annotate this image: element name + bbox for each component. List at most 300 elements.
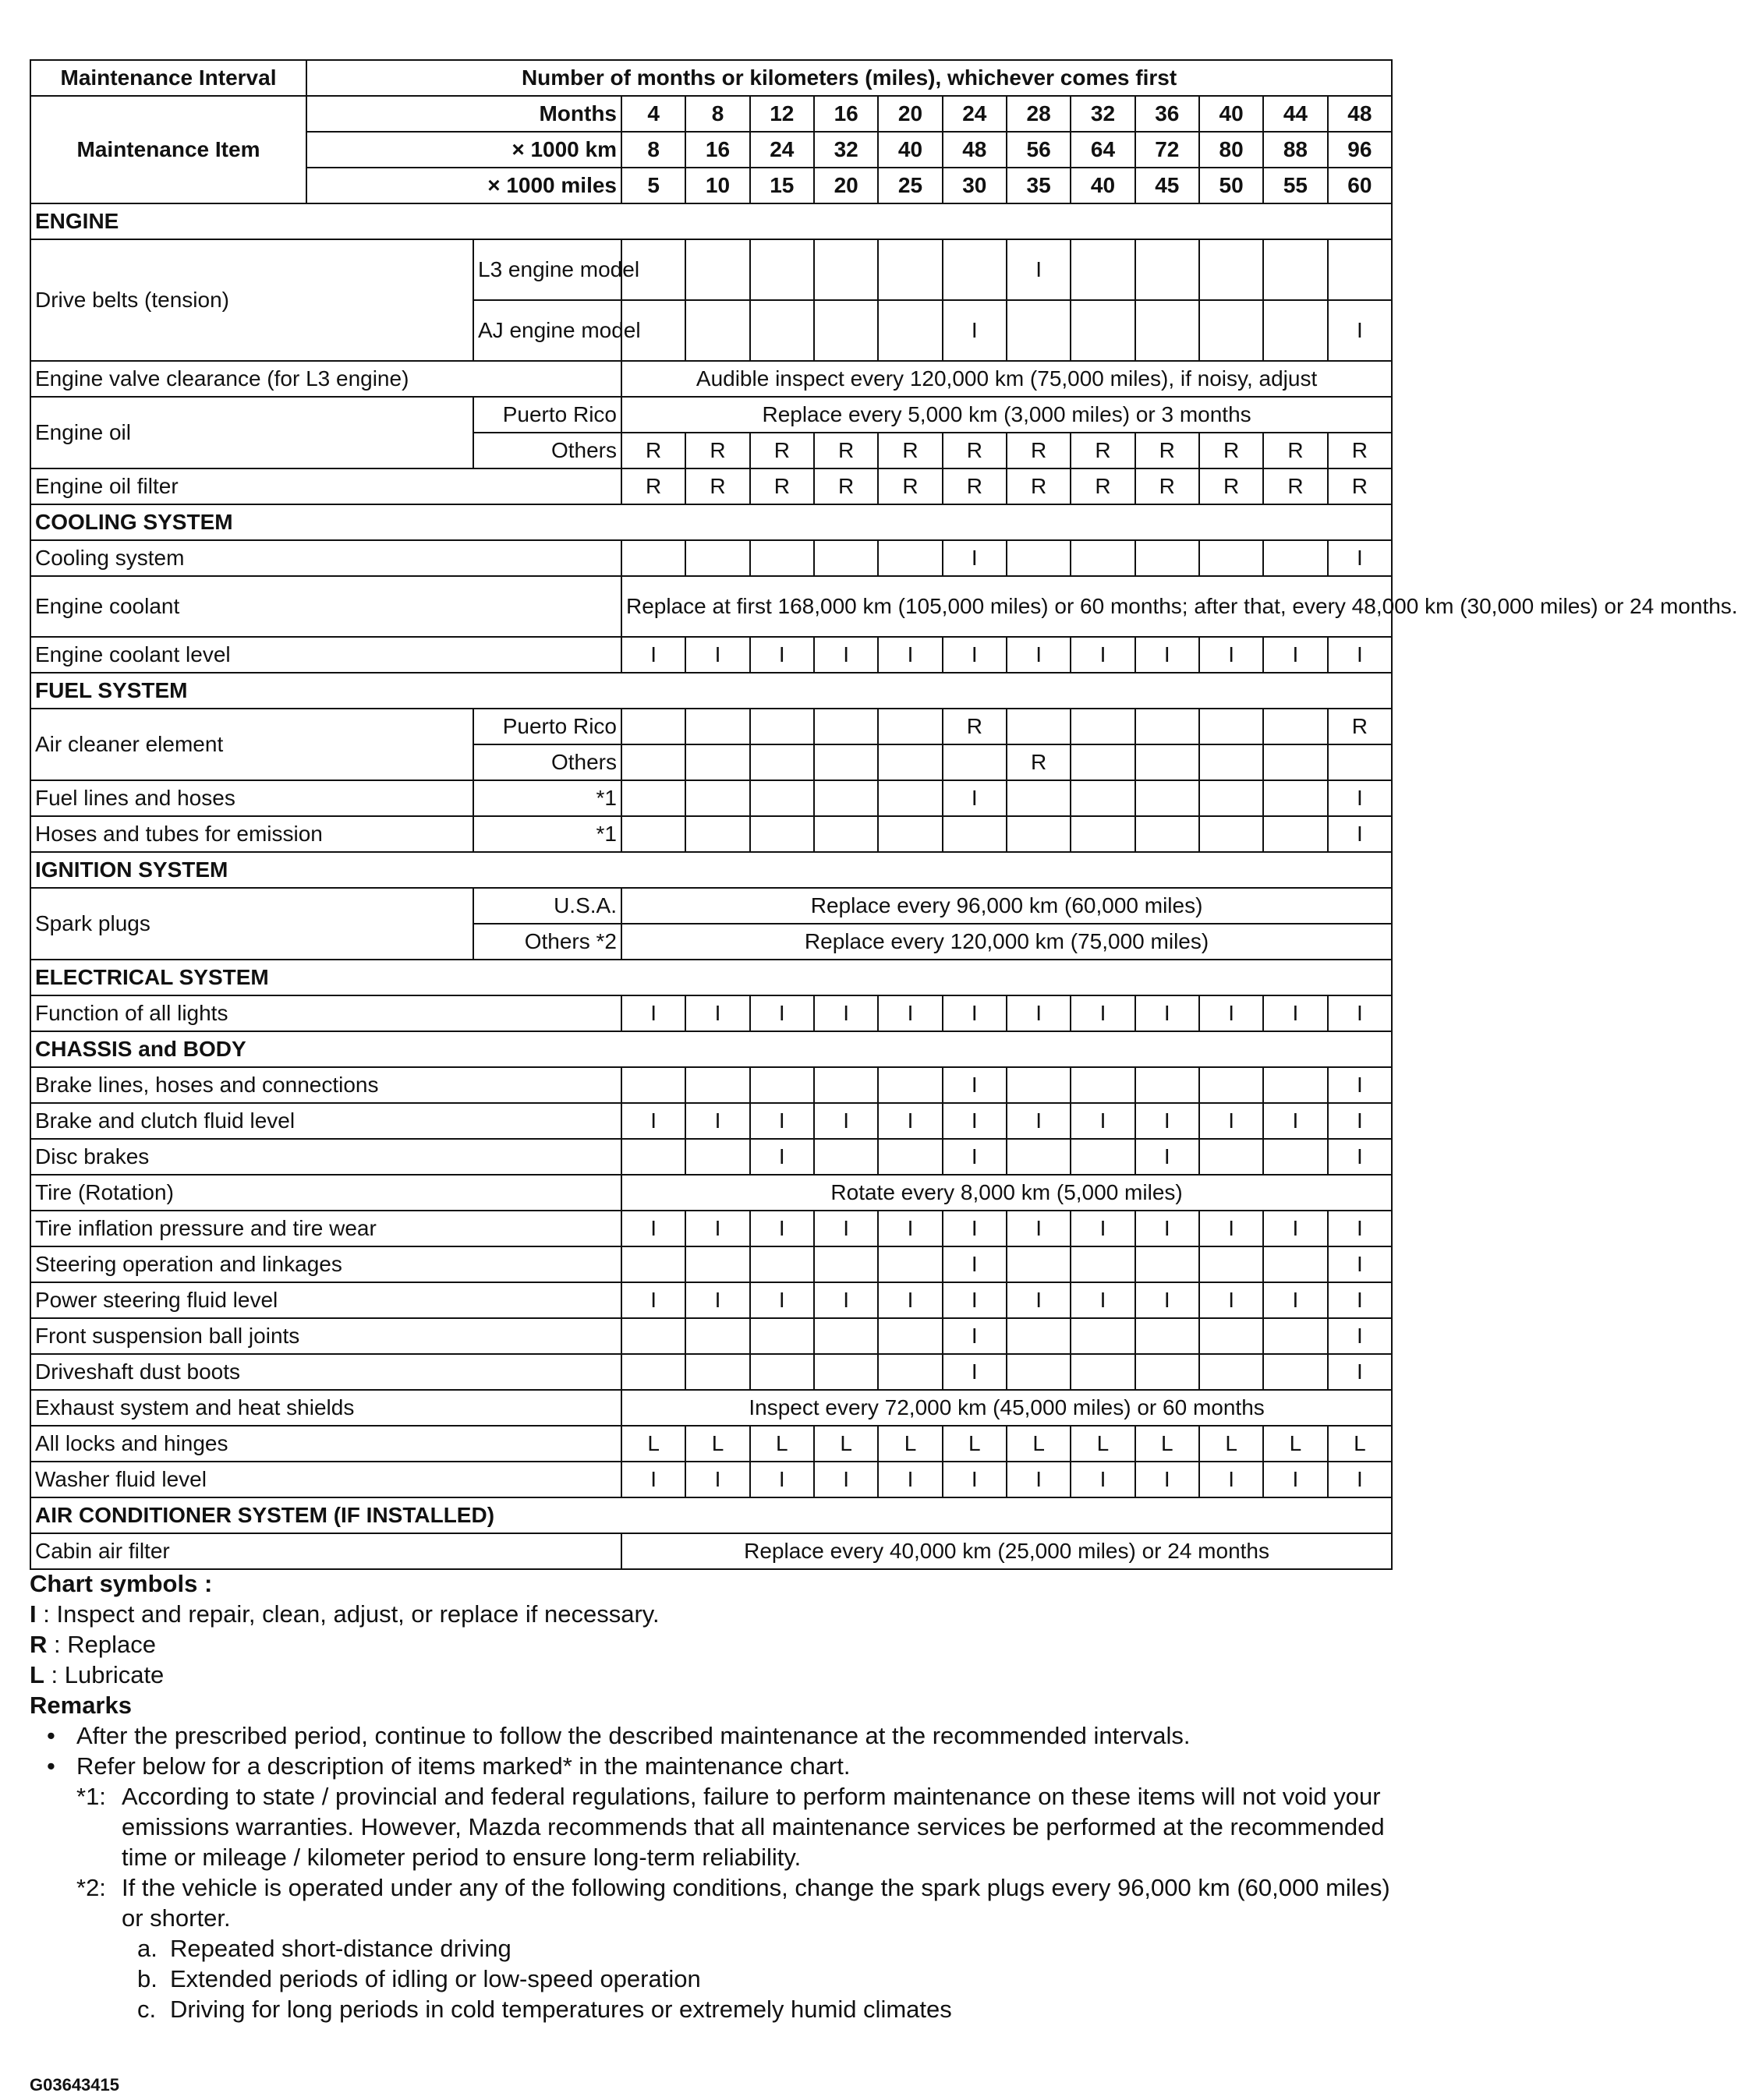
- interval-note: Inspect every 72,000 km (45,000 miles) or 60 months: [621, 1390, 1392, 1426]
- section-title: FUEL SYSTEM: [30, 673, 1392, 709]
- schedule-mark: [1007, 1246, 1071, 1282]
- legend-item-inspect: [30, 1599, 1402, 1629]
- interval-note: Replace every 5,000 km (3,000 miles) or 3 months: [621, 397, 1392, 433]
- schedule-mark: R: [1007, 433, 1071, 468]
- schedule-mark: R: [1199, 433, 1263, 468]
- schedule-mark: [1071, 1354, 1134, 1390]
- interval-value: 10: [685, 168, 749, 203]
- schedule-mark: [621, 1354, 685, 1390]
- schedule-mark: I: [750, 1462, 814, 1497]
- schedule-mark: [943, 239, 1007, 300]
- condition-text: Repeated short-distance driving: [170, 1935, 511, 1962]
- schedule-mark: I: [1328, 816, 1393, 852]
- table-row: [30, 888, 1392, 924]
- interval-note: Rotate every 8,000 km (5,000 miles): [621, 1175, 1392, 1211]
- interval-value: 30: [943, 168, 1007, 203]
- legend-item-replace: [30, 1629, 1402, 1660]
- table-row: [30, 637, 1392, 673]
- schedule-mark: I: [1328, 1246, 1393, 1282]
- maintenance-item: Washer fluid level: [30, 1462, 621, 1497]
- schedule-mark: I: [685, 1211, 749, 1246]
- table-row: [30, 1246, 1392, 1282]
- bullet-icon: •: [47, 1752, 55, 1780]
- schedule-mark: I: [621, 1211, 685, 1246]
- schedule-mark: [1199, 1246, 1263, 1282]
- condition-label: Puerto Rico: [473, 397, 621, 433]
- schedule-mark: R: [1263, 468, 1327, 504]
- schedule-mark: I: [878, 995, 942, 1031]
- schedule-mark: [1135, 1318, 1199, 1354]
- schedule-mark: [1328, 239, 1393, 300]
- schedule-mark: R: [814, 433, 878, 468]
- schedule-mark: [685, 744, 749, 780]
- condition-item: [30, 1964, 1402, 1994]
- maintenance-item: Steering operation and linkages: [30, 1246, 621, 1282]
- interval-value: 55: [1263, 168, 1327, 203]
- table-row: [30, 468, 1392, 504]
- schedule-mark: R: [1135, 433, 1199, 468]
- interval-value: 60: [1328, 168, 1393, 203]
- schedule-mark: I: [878, 1462, 942, 1497]
- condition-label: Puerto Rico: [473, 709, 621, 744]
- schedule-mark: [750, 1067, 814, 1103]
- schedule-mark: [685, 1139, 749, 1175]
- condition-label: Others *2: [473, 924, 621, 960]
- schedule-mark: [1263, 540, 1327, 576]
- maintenance-item: Front suspension ball joints: [30, 1318, 621, 1354]
- interval-value: 48: [1328, 96, 1393, 132]
- schedule-mark: [750, 709, 814, 744]
- schedule-mark: [1135, 744, 1199, 780]
- schedule-mark: [1007, 816, 1071, 852]
- section-row: [30, 852, 1392, 888]
- schedule-mark: [685, 300, 749, 361]
- interval-value: 28: [1007, 96, 1071, 132]
- schedule-mark: I: [878, 637, 942, 673]
- schedule-mark: I: [1135, 995, 1199, 1031]
- schedule-mark: L: [1071, 1426, 1134, 1462]
- table-row: [30, 1318, 1392, 1354]
- schedule-mark: [621, 816, 685, 852]
- footnote-text: According to state / provincial and federal regulations, failure to perform maintenance on these items will not void your emissions warranties. However, Mazda recommends that all maintenance services be performed at the recommended time or mileage / kilometer period to ensure long-term reliability.: [122, 1783, 1385, 1871]
- schedule-mark: L: [1135, 1426, 1199, 1462]
- maintenance-item: Exhaust system and heat shields: [30, 1390, 621, 1426]
- interval-value: 40: [878, 132, 942, 168]
- schedule-mark: [1071, 540, 1134, 576]
- schedule-mark: I: [943, 1139, 1007, 1175]
- interval-note: Replace every 40,000 km (25,000 miles) or 24 months: [621, 1533, 1392, 1569]
- maintenance-item: Engine oil: [30, 397, 473, 468]
- schedule-mark: I: [1007, 1211, 1071, 1246]
- chart-symbols-title: Chart symbols :: [30, 1570, 213, 1597]
- schedule-mark: [1135, 709, 1199, 744]
- section-title: ELECTRICAL SYSTEM: [30, 960, 1392, 995]
- schedule-mark: R: [1328, 468, 1393, 504]
- legend-text: : Lubricate: [44, 1661, 165, 1688]
- schedule-mark: L: [878, 1426, 942, 1462]
- schedule-mark: [621, 1067, 685, 1103]
- schedule-mark: [814, 1354, 878, 1390]
- schedule-mark: I: [943, 300, 1007, 361]
- maintenance-item: Fuel lines and hoses: [30, 780, 473, 816]
- schedule-mark: I: [1199, 637, 1263, 673]
- schedule-mark: [943, 816, 1007, 852]
- schedule-mark: [1263, 780, 1327, 816]
- schedule-mark: I: [1199, 1211, 1263, 1246]
- schedule-mark: [814, 1067, 878, 1103]
- schedule-mark: [621, 744, 685, 780]
- schedule-mark: [1199, 1318, 1263, 1354]
- schedule-mark: [878, 239, 942, 300]
- schedule-mark: I: [1071, 1282, 1134, 1318]
- schedule-mark: [1199, 780, 1263, 816]
- schedule-mark: I: [1007, 995, 1071, 1031]
- interval-note: Replace every 96,000 km (60,000 miles): [621, 888, 1392, 924]
- schedule-mark: [814, 1318, 878, 1354]
- schedule-mark: [814, 780, 878, 816]
- maintenance-item: Brake and clutch fluid level: [30, 1103, 621, 1139]
- table-row: [30, 576, 1392, 637]
- schedule-mark: I: [943, 1354, 1007, 1390]
- maintenance-item: Power steering fluid level: [30, 1282, 621, 1318]
- schedule-mark: I: [1007, 1282, 1071, 1318]
- remark-bullet: [30, 1720, 1402, 1751]
- legend-item-lubricate: [30, 1660, 1402, 1690]
- schedule-mark: I: [621, 1462, 685, 1497]
- schedule-mark: [878, 300, 942, 361]
- schedule-mark: [1263, 816, 1327, 852]
- interval-unit-label: × 1000 miles: [306, 168, 621, 203]
- interval-value: 48: [943, 132, 1007, 168]
- schedule-mark: [1263, 300, 1327, 361]
- schedule-mark: R: [685, 468, 749, 504]
- schedule-mark: [1071, 744, 1134, 780]
- schedule-mark: I: [1263, 637, 1327, 673]
- schedule-mark: I: [1263, 1103, 1327, 1139]
- schedule-mark: [1007, 1318, 1071, 1354]
- maintenance-item: Tire inflation pressure and tire wear: [30, 1211, 621, 1246]
- interval-value: 15: [750, 168, 814, 203]
- section-row: [30, 504, 1392, 540]
- schedule-mark: I: [750, 1103, 814, 1139]
- table-row: [30, 361, 1392, 397]
- schedule-mark: I: [621, 1282, 685, 1318]
- schedule-mark: [1135, 239, 1199, 300]
- schedule-mark: L: [685, 1426, 749, 1462]
- schedule-mark: [685, 1354, 749, 1390]
- legend-text: : Inspect and repair, clean, adjust, or replace if necessary.: [36, 1600, 660, 1628]
- schedule-mark: R: [943, 433, 1007, 468]
- maintenance-item: Tire (Rotation): [30, 1175, 621, 1211]
- schedule-mark: [685, 816, 749, 852]
- schedule-mark: [1263, 1067, 1327, 1103]
- schedule-mark: I: [1328, 1282, 1393, 1318]
- section-row: [30, 1497, 1392, 1533]
- table-row: [30, 816, 1392, 852]
- interval-value: 40: [1199, 96, 1263, 132]
- remark-text: After the prescribed period, continue to follow the described maintenance at the recommended intervals.: [76, 1722, 1191, 1749]
- schedule-mark: [878, 540, 942, 576]
- interval-value: 45: [1135, 168, 1199, 203]
- footnote-key: *1:: [76, 1783, 106, 1810]
- schedule-mark: [814, 709, 878, 744]
- maintenance-item: Engine oil filter: [30, 468, 621, 504]
- schedule-mark: [621, 1246, 685, 1282]
- condition-text: Extended periods of idling or low-speed operation: [170, 1965, 701, 1992]
- schedule-mark: [1135, 816, 1199, 852]
- schedule-mark: I: [1328, 637, 1393, 673]
- section-title: AIR CONDITIONER SYSTEM (IF INSTALLED): [30, 1497, 1392, 1533]
- schedule-mark: I: [1328, 1067, 1393, 1103]
- schedule-mark: I: [1007, 637, 1071, 673]
- schedule-mark: I: [943, 540, 1007, 576]
- interval-value: 25: [878, 168, 942, 203]
- interval-label: Maintenance Interval: [30, 60, 306, 96]
- schedule-mark: [878, 816, 942, 852]
- schedule-mark: [878, 709, 942, 744]
- schedule-mark: L: [1199, 1426, 1263, 1462]
- schedule-mark: [1199, 1067, 1263, 1103]
- schedule-mark: [750, 1246, 814, 1282]
- table-row: [30, 1175, 1392, 1211]
- schedule-mark: R: [1007, 744, 1071, 780]
- schedule-mark: R: [1328, 709, 1393, 744]
- schedule-mark: [1071, 1067, 1134, 1103]
- interval-value: 16: [685, 132, 749, 168]
- table-row: [30, 1390, 1392, 1426]
- maintenance-item: Cabin air filter: [30, 1533, 621, 1569]
- section-title: COOLING SYSTEM: [30, 504, 1392, 540]
- interval-value: 20: [814, 168, 878, 203]
- maintenance-item: Air cleaner element: [30, 709, 473, 780]
- condition-item: [30, 1933, 1402, 1964]
- schedule-mark: R: [750, 433, 814, 468]
- schedule-mark: I: [1328, 1318, 1393, 1354]
- schedule-mark: [1071, 816, 1134, 852]
- schedule-mark: [750, 540, 814, 576]
- schedule-mark: [1199, 300, 1263, 361]
- schedule-mark: [750, 816, 814, 852]
- schedule-mark: [621, 540, 685, 576]
- schedule-mark: I: [685, 1103, 749, 1139]
- schedule-mark: I: [1135, 1282, 1199, 1318]
- condition-label: AJ engine model: [473, 300, 621, 361]
- schedule-mark: I: [685, 995, 749, 1031]
- schedule-mark: [685, 1318, 749, 1354]
- schedule-mark: [1199, 709, 1263, 744]
- schedule-mark: [814, 744, 878, 780]
- schedule-mark: I: [1135, 1139, 1199, 1175]
- schedule-mark: [814, 540, 878, 576]
- schedule-mark: I: [1263, 1462, 1327, 1497]
- condition-item: [30, 1994, 1402, 2024]
- schedule-mark: [1263, 709, 1327, 744]
- schedule-mark: [1071, 1139, 1134, 1175]
- schedule-mark: [1007, 300, 1071, 361]
- schedule-mark: [814, 239, 878, 300]
- schedule-mark: I: [814, 995, 878, 1031]
- interval-span-title: Number of months or kilometers (miles), whichever comes first: [306, 60, 1392, 96]
- section-title: CHASSIS and BODY: [30, 1031, 1392, 1067]
- schedule-mark: [750, 744, 814, 780]
- schedule-mark: I: [878, 1211, 942, 1246]
- interval-value: 80: [1199, 132, 1263, 168]
- footnote-key: *2:: [76, 1874, 106, 1901]
- schedule-mark: R: [621, 433, 685, 468]
- schedule-mark: I: [1328, 1462, 1393, 1497]
- figure-code: G03643415: [30, 2075, 119, 2095]
- schedule-mark: I: [1135, 637, 1199, 673]
- schedule-mark: [814, 300, 878, 361]
- schedule-mark: [943, 744, 1007, 780]
- table-row: [30, 1139, 1392, 1175]
- schedule-mark: [878, 1139, 942, 1175]
- schedule-mark: [1007, 709, 1071, 744]
- maintenance-item-label: Maintenance Item: [30, 96, 306, 203]
- schedule-mark: [750, 300, 814, 361]
- interval-value: 16: [814, 96, 878, 132]
- schedule-mark: I: [943, 780, 1007, 816]
- schedule-mark: I: [1263, 1211, 1327, 1246]
- schedule-mark: I: [685, 1462, 749, 1497]
- schedule-mark: I: [685, 637, 749, 673]
- table-row: [30, 239, 1392, 300]
- schedule-mark: [685, 1067, 749, 1103]
- schedule-mark: I: [1199, 1462, 1263, 1497]
- legend-symbol: I: [30, 1600, 37, 1628]
- schedule-mark: [621, 1318, 685, 1354]
- schedule-mark: I: [1007, 1462, 1071, 1497]
- schedule-mark: [1135, 1354, 1199, 1390]
- interval-unit-label: × 1000 km: [306, 132, 621, 168]
- schedule-mark: R: [1135, 468, 1199, 504]
- schedule-mark: R: [1263, 433, 1327, 468]
- notes-section: [30, 1568, 1402, 2024]
- schedule-mark: I: [1199, 995, 1263, 1031]
- schedule-mark: [1007, 1067, 1071, 1103]
- schedule-mark: [1135, 1067, 1199, 1103]
- schedule-mark: I: [1135, 1103, 1199, 1139]
- schedule-mark: [1199, 1354, 1263, 1390]
- interval-value: 24: [750, 132, 814, 168]
- schedule-mark: I: [1199, 1103, 1263, 1139]
- schedule-mark: R: [814, 468, 878, 504]
- section-row: [30, 673, 1392, 709]
- schedule-mark: [1007, 540, 1071, 576]
- condition-label: L3 engine model: [473, 239, 621, 300]
- footnote-2: [30, 1872, 1402, 1933]
- schedule-mark: [1071, 1318, 1134, 1354]
- schedule-mark: I: [1135, 1462, 1199, 1497]
- condition-label: *1: [473, 780, 621, 816]
- schedule-mark: [1135, 300, 1199, 361]
- schedule-mark: I: [878, 1282, 942, 1318]
- schedule-mark: R: [1071, 433, 1134, 468]
- schedule-mark: I: [943, 1246, 1007, 1282]
- table-row: [30, 1282, 1392, 1318]
- schedule-mark: R: [878, 433, 942, 468]
- schedule-mark: [1263, 1318, 1327, 1354]
- schedule-mark: [814, 816, 878, 852]
- schedule-mark: [1071, 780, 1134, 816]
- condition-label: Others: [473, 744, 621, 780]
- schedule-mark: I: [1328, 540, 1393, 576]
- table-row: [30, 1067, 1392, 1103]
- schedule-mark: [621, 1139, 685, 1175]
- interval-value: 32: [1071, 96, 1134, 132]
- schedule-mark: [1135, 1246, 1199, 1282]
- interval-value: 4: [621, 96, 685, 132]
- schedule-mark: [685, 1246, 749, 1282]
- schedule-mark: [621, 709, 685, 744]
- maintenance-item: Engine coolant: [30, 576, 621, 637]
- remark-text: Refer below for a description of items marked* in the maintenance chart.: [76, 1752, 851, 1780]
- interval-value: 72: [1135, 132, 1199, 168]
- table-row: [30, 780, 1392, 816]
- schedule-mark: I: [878, 1103, 942, 1139]
- header-row: [30, 60, 1392, 96]
- condition-label: U.S.A.: [473, 888, 621, 924]
- table-row: [30, 1211, 1392, 1246]
- table-row: [30, 995, 1392, 1031]
- schedule-mark: [878, 1354, 942, 1390]
- interval-value: 12: [750, 96, 814, 132]
- schedule-mark: I: [1328, 1211, 1393, 1246]
- interval-note: Replace every 120,000 km (75,000 miles): [621, 924, 1392, 960]
- section-row: [30, 203, 1392, 239]
- interval-value: 32: [814, 132, 878, 168]
- schedule-mark: R: [621, 468, 685, 504]
- interval-value: 36: [1135, 96, 1199, 132]
- schedule-mark: [1007, 780, 1071, 816]
- maintenance-schedule-table: [30, 59, 1738, 1570]
- schedule-mark: I: [1135, 1211, 1199, 1246]
- maintenance-item: Drive belts (tension): [30, 239, 473, 361]
- schedule-mark: [1007, 1139, 1071, 1175]
- schedule-mark: [1199, 239, 1263, 300]
- schedule-mark: I: [1071, 1462, 1134, 1497]
- bullet-icon: •: [47, 1722, 55, 1749]
- schedule-mark: [685, 239, 749, 300]
- interval-value: 8: [685, 96, 749, 132]
- schedule-mark: [750, 780, 814, 816]
- maintenance-item: Spark plugs: [30, 888, 473, 960]
- schedule-mark: I: [814, 1282, 878, 1318]
- interval-value: 56: [1007, 132, 1071, 168]
- schedule-mark: I: [750, 1211, 814, 1246]
- interval-value: 88: [1263, 132, 1327, 168]
- condition-key: a.: [137, 1935, 158, 1962]
- schedule-mark: I: [1328, 1354, 1393, 1390]
- condition-text: Driving for long periods in cold temperatures or extremely humid climates: [170, 1996, 952, 2023]
- footnote-text: If the vehicle is operated under any of the following conditions, change the spark plugs every 96,000 km (60,000 miles) or shorter.: [122, 1874, 1390, 1932]
- interval-value: 96: [1328, 132, 1393, 168]
- schedule-mark: [1328, 744, 1393, 780]
- schedule-mark: [685, 780, 749, 816]
- interval-value: 50: [1199, 168, 1263, 203]
- maintenance-item: Disc brakes: [30, 1139, 621, 1175]
- schedule-mark: R: [943, 709, 1007, 744]
- maintenance-item: Hoses and tubes for emission: [30, 816, 473, 852]
- maintenance-item: Brake lines, hoses and connections: [30, 1067, 621, 1103]
- schedule-mark: I: [943, 1462, 1007, 1497]
- schedule-mark: I: [943, 1211, 1007, 1246]
- schedule-mark: [1199, 1139, 1263, 1175]
- schedule-mark: I: [943, 1318, 1007, 1354]
- schedule-mark: [1071, 239, 1134, 300]
- table-row: [30, 1426, 1392, 1462]
- schedule-mark: I: [1071, 637, 1134, 673]
